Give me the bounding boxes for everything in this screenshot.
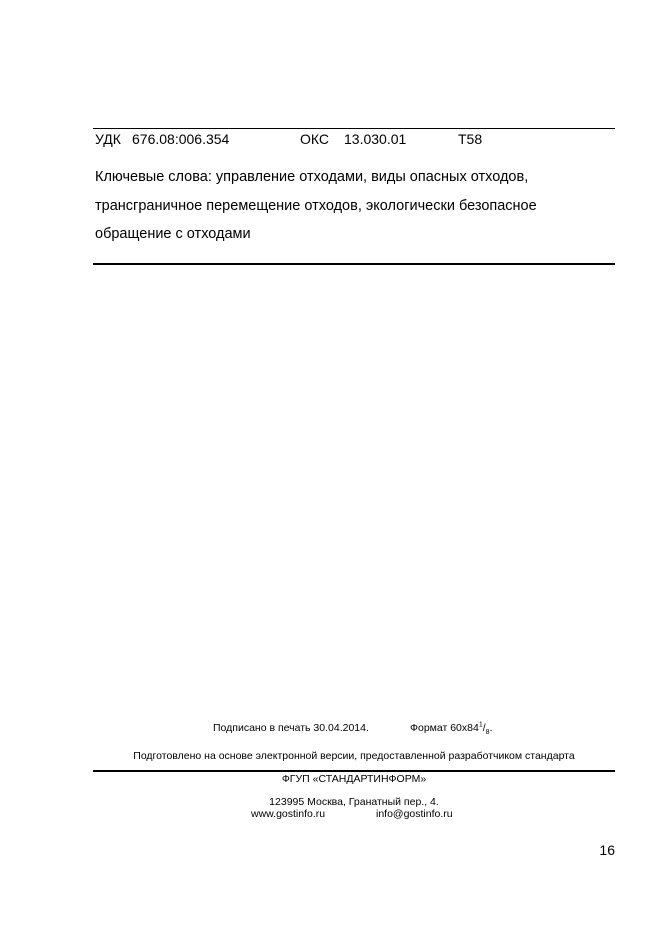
keywords-block xyxy=(95,163,615,249)
publisher-email: info@gostinfo.ru xyxy=(376,808,453,820)
format-label: Формат 60x84 xyxy=(410,722,479,734)
keywords-line-3: обращение с отходами xyxy=(95,226,251,242)
top-rule xyxy=(93,128,615,129)
oks-label: ОКС xyxy=(300,131,329,147)
signed-date: Подписано в печать 30.04.2014. xyxy=(213,722,369,734)
prepared-note: Подготовлено на основе электронной версии, предоставленной разработчиком стандарта xyxy=(133,750,575,762)
udk-code: 676.08:006.354 xyxy=(132,131,230,147)
publisher-address: 123995 Москва, Гранатный пер., 4. xyxy=(269,796,439,808)
keywords-rule xyxy=(93,263,615,265)
oks-code: 13.030.01 xyxy=(344,131,407,147)
publisher-website: www.gostinfo.ru xyxy=(251,808,326,820)
keywords-line-2: трансграничное перемещение отходов, экологически безопасное xyxy=(95,197,537,214)
publisher-name: ФГУП «СТАНДАРТИНФОРМ» xyxy=(281,773,427,785)
format-numerator: 1 xyxy=(478,721,483,729)
format-end: . xyxy=(489,722,493,734)
page-number: 16 xyxy=(599,842,615,858)
print-format: Формат $60x84^1/_8$. xyxy=(410,721,493,737)
format-denominator: 8 xyxy=(485,729,490,737)
keywords-line-1: Ключевые слова: управление отходами, виды опасных отходов, xyxy=(95,169,529,185)
udk-label: УДК xyxy=(95,131,121,147)
imprint-rule xyxy=(93,770,615,772)
group-code: Т58 xyxy=(458,131,483,147)
